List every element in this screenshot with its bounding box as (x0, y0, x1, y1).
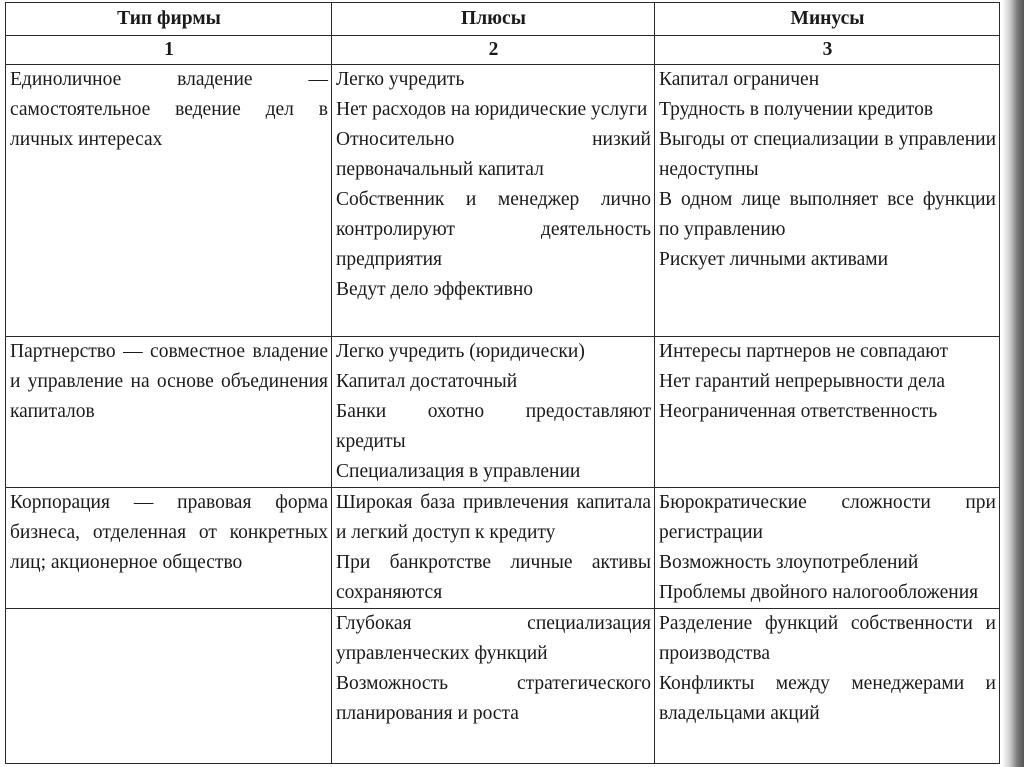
pros-item: Специализация в управлении (336, 461, 581, 482)
pros-item: Возможность стратегического планирования и роста (336, 673, 651, 724)
pros-item: Широкая база привлечения капитала и легкий доступ к кредиту (336, 492, 651, 543)
pros-cell (332, 337, 655, 488)
pros-item: Относительно низкий первоначальный капитал (336, 129, 651, 180)
pros-cell (332, 609, 655, 764)
cons-item: Неограниченная ответственность (659, 401, 938, 422)
cons-cell (655, 65, 1000, 337)
header-pros: Плюсы (332, 3, 655, 36)
column-number-2: 2 (332, 36, 655, 65)
cons-item: Возможность злоупотреблений (659, 552, 919, 573)
cons-cell (655, 337, 1000, 488)
cons-item: Разделение функций собственности и производства (659, 613, 996, 664)
header-cons: Минусы (655, 3, 1000, 36)
header-type: Тип фирмы (6, 3, 332, 36)
pros-cell (332, 488, 655, 609)
document-page (5, 2, 999, 764)
firm-type-cell-empty (6, 609, 332, 764)
header-row (6, 3, 1000, 36)
pros-cell (332, 65, 655, 337)
page-edge-shadow (1002, 0, 1024, 767)
pros-item: Ведут дело эффективно (336, 279, 534, 300)
column-number-3: 3 (655, 36, 1000, 65)
cons-item: Интересы партнеров не совпадают (659, 341, 949, 362)
column-number-row (6, 36, 1000, 65)
cons-item: В одном лице выполняет все функции по управлению (659, 189, 996, 240)
table-row-partnership (6, 337, 1000, 488)
cons-cell (655, 488, 1000, 609)
cons-item: Бюрократические сложности при регистрации (659, 492, 996, 543)
column-number-1: 1 (6, 36, 332, 65)
firm-type-text: Партнерство — совместное владение и управление на основе объединения капиталов (10, 341, 328, 422)
firm-type-text: Корпорация — правовая форма бизнеса, отделенная от конкретных лиц; акционерное общество (10, 492, 328, 573)
pros-item: Легко учредить (336, 69, 465, 90)
pros-item: Нет расходов на юридические услуги (336, 99, 648, 120)
pros-item: Банки охотно предоставляют кредиты (336, 401, 651, 452)
pros-item: Легко учредить (юридически) (336, 341, 585, 362)
table-row-corporation-continued (6, 609, 1000, 764)
cons-item: Проблемы двойного налогообложения (659, 582, 979, 603)
pros-item: Глубокая специализация управленческих функций (336, 613, 651, 664)
pros-item: Собственник и менеджер лично контролируют деятельность предприятия (336, 189, 651, 270)
table-row-corporation (6, 488, 1000, 609)
cons-item: Нет гарантий непрерывности дела (659, 371, 946, 392)
firm-type-cell (6, 65, 332, 337)
firm-type-cell (6, 337, 332, 488)
table-row-sole-proprietorship (6, 65, 1000, 337)
cons-item: Рискует личными активами (659, 249, 889, 270)
cons-item: Конфликты между менеджерами и владельцами акций (659, 673, 996, 724)
firm-type-text: Единоличное владение — самостоятельное ведение дел в личных интересах (10, 69, 328, 150)
cons-item: Капитал ограничен (659, 69, 820, 90)
firm-types-table (5, 2, 1000, 764)
firm-type-cell (6, 488, 332, 609)
cons-item: Выгоды от специализации в управлении недоступны (659, 129, 996, 180)
pros-item: При банкротстве личные активы сохраняются (336, 552, 651, 603)
pros-item: Капитал достаточный (336, 371, 518, 392)
cons-cell (655, 609, 1000, 764)
cons-item: Трудность в получении кредитов (659, 99, 934, 120)
